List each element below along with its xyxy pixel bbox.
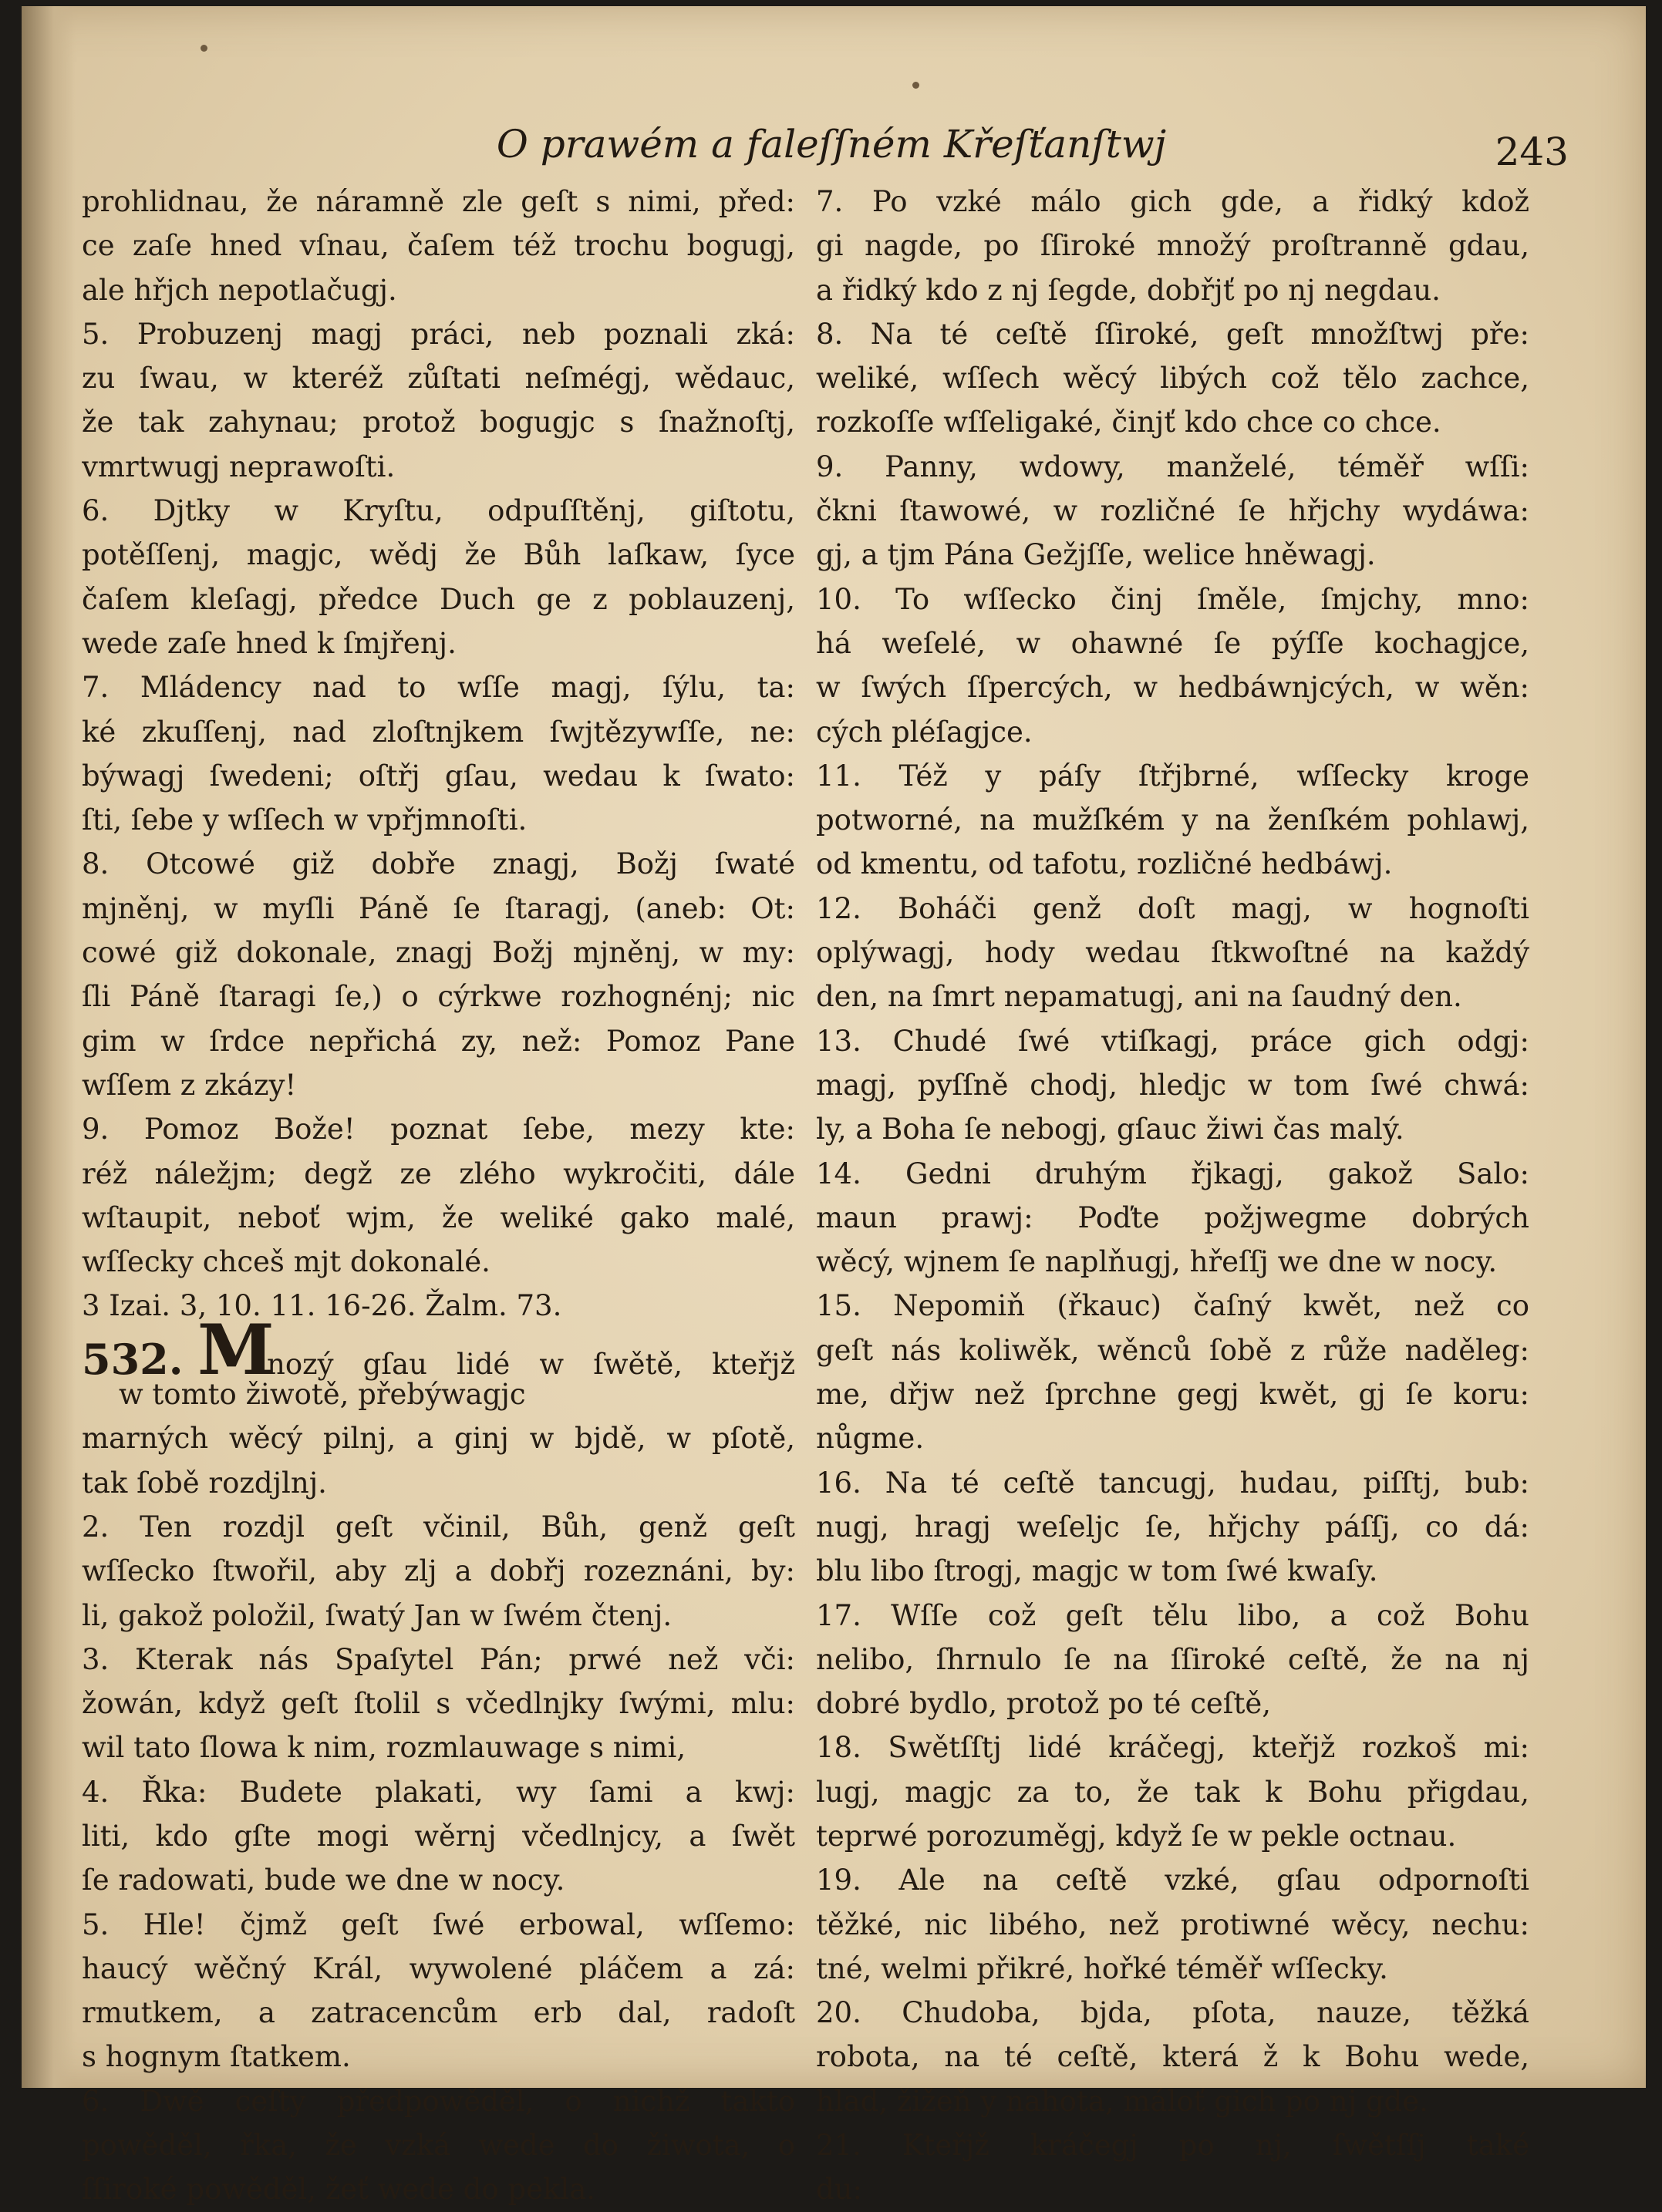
text-line: wſſem z zkázy! [82,1068,297,1102]
text-line: liti, kdo gſte mogi wěrnj včedlnjcy, a ſwět [82,1819,795,1853]
text-line: li, gakož položil, ſwatý Jan w ſwém čtenj. [82,1598,673,1632]
text-line: magj, pyſſně chodj, hledjc w tom ſwé chwá: [816,1068,1529,1102]
text-line: geſt nás koliwěk, wěnců ſobě z růže naděleg: [816,1333,1529,1367]
text-line: 16. Na té ceſtě tancugj, hudau, piſſtj, bub: [816,1466,1529,1500]
text-line: ſli Páně ſtaragi ſe,) o cýrkwe rozhognénj; nic [82,980,795,1014]
text-line: oplýwagj, hody wedau ſtkwoſtné na každý [816,936,1529,970]
text-line: 9. Pomoz Bože! poznat ſebe, mezy kte: [82,1113,795,1146]
text-line: wede zaſe hned k ſmjřenj. [82,626,457,660]
ink-speck [201,45,207,52]
hymn-initial: M [197,1308,275,1391]
text-line: haucý wěčný Král, wywolené pláčem a zá: [82,1951,795,1985]
text-line: potěſſenj, magjc, wědj že Bůh laſkaw, ſyce [82,538,795,572]
text-line: wil tato ſlowa k nim, rozmlauwage s nimi, [82,1731,686,1765]
text-line: 20. Chudoba, bjda, pſota, nauze, těžká [816,1996,1529,2030]
text-line: 15. Nepomiň (řkauc) čaſný kwět, než co [816,1289,1529,1323]
text-line: blu libo ſtrogj, magjc w tom ſwé kwaſy. [816,1554,1378,1588]
text-line: gj, a tjm Pána Gežjſſe, welice hněwagj. [816,538,1376,572]
text-line: 3 Izai. 3, 10. 11. 16-26. Žalm. 73. [82,1289,562,1323]
text-line: wěcý, wjnem ſe naplňugj, hřeſſj we dne w nocy. [816,1245,1498,1279]
ink-speck [912,82,919,89]
text-line: den, na ſmrt nepamatugj, ani na ſaudný den. [816,980,1462,1014]
text-line: ké zkuſſenj, nad zloſtnjkem ſwjtězywſſe, ne: [82,715,795,749]
text-line: 10. To wſſecko činj ſměle, ſmjchy, mno: [816,582,1529,616]
text-line: 8. Na té ceſtě ſſiroké, geſt množſtwj pře: [816,317,1529,351]
text-line: zu ſwau, w kteréž zůſtati neſmégj, wědauc, [82,362,795,396]
text-line: 7. Po vzké málo gich gde, a řidký kdož [816,185,1529,218]
text-line: ale hřjch nepotlačugj. [82,273,397,307]
text-line: 7. Mládency nad to wſſe magj, ſýlu, ta: [82,671,795,705]
text-line: 8. Otcowé giž dobře znagj, Božj ſwaté [82,847,795,881]
text-line: nelibo, ſhrnulo ſe na ſſiroké ceſtě, že na nj [816,1642,1529,1676]
text-line: teprwé porozuměgj, když ſe w pekle octnau. [816,1819,1457,1853]
text-line: tak ſobě rozdjlnj. [82,1466,327,1500]
hymn-first-line: nozý gſau lidé w ſwětě, kteřjž [267,1347,795,1381]
text-line: há weſelé, w ohawné ſe pýſſe kochagjce, [816,626,1529,660]
text-line: me, dřjw než ſprchne gegj kwět, gj ſe koru: [816,1378,1529,1412]
text-line: dobré bydlo, protož po té ceſtě, [816,1687,1272,1721]
text-line: wſtaupit, neboť wjm, že weliké gako malé, [82,1200,795,1234]
text-line: potworné, na mužſkém y na ženſkém pohlawj, [816,803,1529,837]
page-gutter [22,6,76,2088]
text-line: čkni ſtawowé, w rozličné ſe hřjchy wydáwa: [816,494,1529,528]
text-line: nůgme. [816,1422,925,1456]
right-column [816,180,1529,2212]
text-line: ſti, ſebe y wſſech w vpřjmnoſti. [82,803,528,837]
text-line: prohlidnau, že náramně zle geſt s nimi, před: [82,185,795,218]
hymn-heading [82,1308,795,1391]
text-line: 12. Boháči genž doſt magj, w hognoſti [816,891,1529,925]
text-line: tné, welmi přikré, hořké téměř wſſecky. [816,1951,1388,1985]
text-line: 11. Též y páſy ſtřjbrné, wſſecky kroge [816,759,1529,793]
text-line: wſſecko ſtwořil, aby zlj a dobřj rozeznáni, by: [82,1554,795,1588]
text-line: du: [816,2173,862,2207]
text-line: ly, a Boha ſe nebogj, gſauc žiwi čas malý. [816,1113,1404,1146]
text-line: s hognym ſtatkem. [82,2040,351,2074]
text-line: weliké, wſſech wěcý libých což tělo zachce, [816,362,1529,396]
text-line: od kmentu, od tafotu, rozličné hedbáwj. [816,847,1393,881]
text-line: 21. Kteřjž kráčegj po nj, ſwětſſj také [816,2129,1529,2163]
text-line: 19. Ale na ceſtě vzké, gſau odpornoſti [816,1864,1529,1897]
text-line: 4. Řka: Budete plakati, wy ſami a kwj: [82,1775,795,1809]
text-line: hlad, žižeň y nahota, máloť gich po nj gde. [816,2084,1428,2118]
text-line: marných wěcý pilnj, a ginj w bjdě, w pſotě, [82,1422,795,1456]
text-line: w tomto žiwotě, přebýwagjc [119,1378,526,1412]
text-line: 6. Dwě ceſty předpowěděl, o nichž takto [82,2084,795,2118]
book-page [22,6,1646,2207]
text-line: rmutkem, a zatracencům erb dal, radoſt [82,1996,795,2030]
text-line: vmrtwugj neprawoſti. [82,449,396,483]
text-line: těžké, nic libého, než protiwné wěcy, nechu: [816,1907,1529,1941]
text-line: 3. Kterak nás Spaſytel Pán; prwé než vči: [82,1642,795,1676]
text-line: 5. Probuzenj magj práci, neb poznali zká: [82,317,795,351]
text-line: maun prawj: Poďte požjwegme dobrých [816,1200,1529,1234]
text-line: gim w ſrdce nepřichá zy, než: Pomoz Pane [82,1024,795,1058]
text-line: 6. Djtky w Kryſtu, odpuſſtěnj, giſtotu, [82,494,795,528]
text-line: 14. Gedni druhým řjkagj, gakož Salo: [816,1157,1529,1190]
text-line: 5. Hle! čjmž geſt ſwé erbowal, wſſemo: [82,1907,795,1941]
text-line: gi nagde, po ſſiroké množý proſtranně gdau, [816,229,1529,263]
page-number: 243 [1495,130,1569,174]
text-line: 18. Swětſſtj lidé kráčegj, kteřjž rozkoš mi: [816,1731,1529,1765]
text-line: mjněnj, w myſli Páně ſe ſtaragj, (aneb: Ot: [82,891,795,925]
text-line: nugj, hragj weſeljc ſe, hřjchy páſſj, co dá: [816,1510,1529,1544]
text-line: w ſwých ſſpercých, w hedbáwnjcých, w wěn: [816,671,1529,705]
text-line: réž náležjm; degž ze zlého wykročiti, dále [82,1157,795,1190]
text-line: 9. Panny, wdowy, manželé, téměř wſſi: [816,449,1529,483]
hymn-number: 532. [82,1334,184,1384]
text-line: čaſem kleſagj, předce Duch ge z poblauzenj, [82,582,795,616]
text-line: cých pléſagjce. [816,715,1033,749]
text-line: býwagj ſwedeni; oſtřj gſau, wedau k ſwato: [82,759,795,793]
text-line: robota, na té ceſtě, která ž k Bohu wede, [816,2040,1529,2074]
text-line: cowé giž dokonale, znagj Božj mjněnj, w my: [82,936,795,970]
text-line: 13. Chudé ſwé vtiſkagj, práce gich odgj: [816,1024,1529,1058]
text-line: 17. Wſſe což geſt tělu libo, a což Bohu [816,1598,1529,1632]
text-line: ſe radowati, bude we dne w nocy. [82,1864,565,1897]
left-column [82,180,795,2212]
text-line: rozkoſſe wſſeligaké, činjť kdo chce co chce. [816,406,1441,439]
text-line: powěděl, řka, že vzká wede do žiwota, o [82,2129,795,2163]
text-line: že tak zahynau; protož bogugjc s ſnažnoſtj, [82,406,795,439]
text-line: 2. Ten rozdjl geſt včinil, Bůh, genž geſt [82,1510,795,1544]
text-line: ſſiroké powěděl, žeť wede do pekla. [82,2173,596,2207]
text-line: a řidký kdo z nj ſegde, dobřjť po nj negdau. [816,273,1441,307]
text-line: žowán, když geſt ſtolil s včedlnjky ſwými, mlu: [82,1687,795,1721]
text-line: lugj, magjc za to, že tak k Bohu přigdau, [816,1775,1529,1809]
text-line: ce zaſe hned vſnau, čaſem též trochu bogugj, [82,229,795,263]
running-header: O prawém a faleſſném Křeſťanſtwj [496,122,1167,167]
text-line: wſſecky chceš mjt dokonalé. [82,1245,491,1279]
